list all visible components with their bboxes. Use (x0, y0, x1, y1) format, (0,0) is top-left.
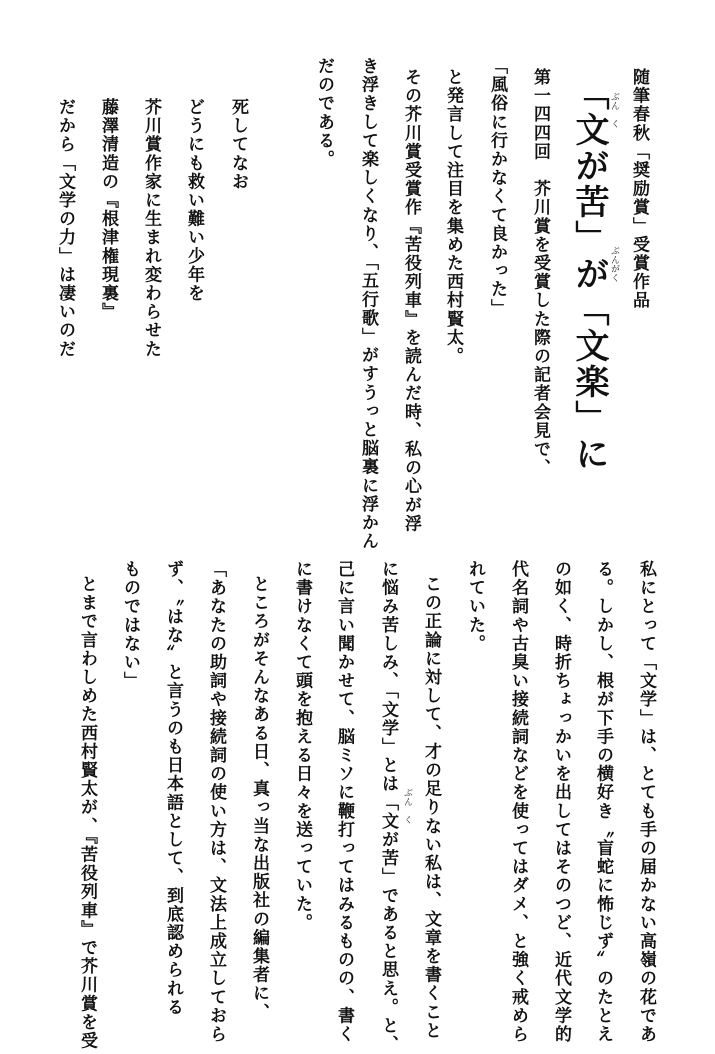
body-line: とまで言わしめた西村賢太が、『苦役列車』で芥川賞を受 (77, 575, 97, 1051)
body-line: ところがそんなある日、真っ当な出版社の編集者に、 (249, 575, 269, 1022)
title-ruby-bunku: ぶん く (609, 92, 619, 128)
body-line: に悩み苦しみ、「文学」とは「文が苦」であると思え。と、 (378, 560, 398, 1054)
body-line: 代名詞や古臭い接続詞などを使ってはダメ、と強く戒めら (508, 560, 528, 1044)
body-line: に書けなくて頭を抱える日々を送っていた。 (292, 560, 312, 932)
body-line: 私にとって「文学」は、とても手の届かない高嶺の花であ (636, 560, 656, 1044)
body-line: 己に言い聞かせて、脳ミソに鞭打ってはみるものの、書く (334, 560, 354, 1044)
body-line: ず、〝はな〟と言うのも日本語として、到底認められる (163, 560, 183, 1017)
essay-title: 「文が苦」が「文楽」に (569, 76, 609, 472)
title-ruby-bungaku: ぶんがく (609, 246, 619, 282)
poem-line: 死してなお (228, 98, 248, 191)
paragraph-line: その芥川賞受賞作『苦役列車』を読んだ時、私の心が浮 (401, 68, 421, 533)
paragraph-line: 「風俗に行かなくて良かった」 (487, 57, 507, 318)
body-line: れていた。 (465, 560, 485, 653)
poem-line: どうにも救い難い少年を (184, 98, 204, 303)
paragraph-line: だのである。 (314, 57, 334, 169)
body-line: 「あなたの助詞や接続詞の使い方は、文法上成立しておら (206, 560, 226, 1044)
award-kicker: 随筆春秋「奨励賞」受賞作品 (629, 68, 649, 310)
poem-line: 芥川賞作家に生まれ変わらせた (141, 98, 161, 359)
paragraph-line: 第一四四回 芥川賞を受賞した際の記者会見で、 (530, 68, 550, 478)
body-line: る。しかし、根が下手の横好き〝盲蛇に怖じず〟のたとえ (593, 560, 613, 1044)
poem-line: 藤澤清造の『根津権現裏』 (98, 98, 118, 322)
body-line: の如く、時折ちょっかいを出してはそのつど、近代文学的 (551, 560, 571, 1044)
poem-line: だから「文学の力」は凄いのだ (55, 98, 75, 359)
paragraph-line: き浮きして楽しくなり、「五行歌」がすうっと脳裏に浮かん (358, 57, 378, 551)
body-line: この正論に対して、才の足りない私は、文章を書くこと (421, 575, 441, 1040)
body-line: ものではない」 (120, 560, 140, 691)
paragraph-line: と発言して注目を集めた西村賢太。 (443, 68, 463, 366)
ruby-bunku: ぶん く (402, 788, 412, 824)
